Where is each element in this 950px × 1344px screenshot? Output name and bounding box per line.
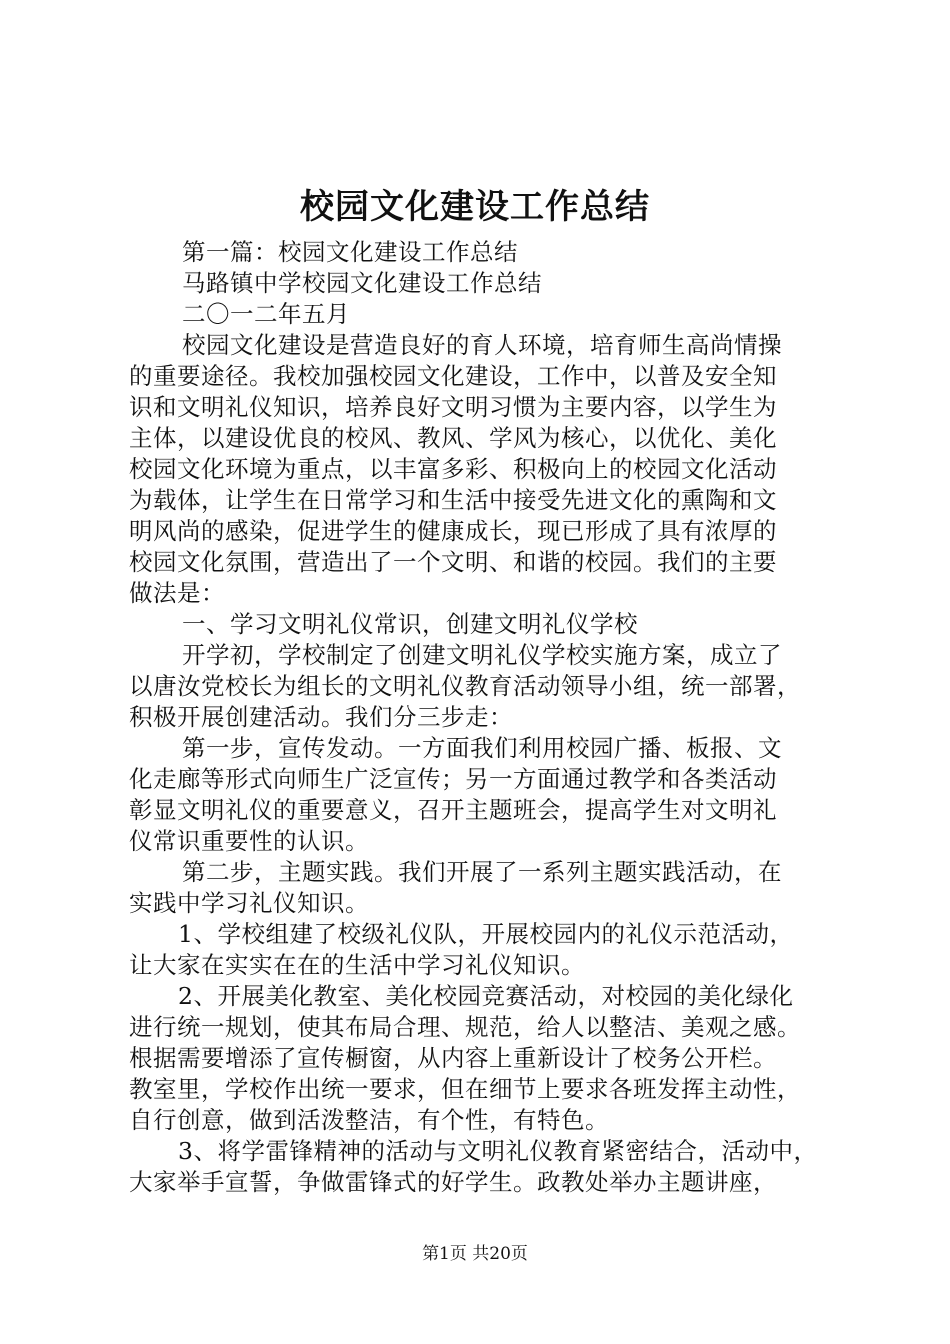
text-line: 彰显文明礼仪的重要意义，召开主题班会，提高学生对文明礼	[129, 796, 777, 824]
text-line: 做法是：	[129, 579, 225, 607]
text-line: 仪常识重要性的认识。	[129, 827, 369, 855]
text-line: 实践中学习礼仪知识。	[129, 889, 369, 917]
text-line: 马路镇中学校园文化建设工作总结	[182, 269, 542, 297]
text-line: 化走廊等形式向师生广泛宣传；另一方面通过教学和各类活动	[129, 765, 777, 793]
text-line: 自行创意，做到活泼整洁，有个性，有特色。	[129, 1106, 609, 1134]
text-line: 第二步，主题实践。我们开展了一系列主题实践活动，在	[182, 858, 782, 886]
text-line: 积极开展创建活动。我们分三步走：	[129, 703, 513, 731]
text-line: 大家举手宣誓，争做雷锋式的好学生。政教处举办主题讲座，	[129, 1168, 777, 1196]
text-line: 第一篇：校园文化建设工作总结	[182, 238, 518, 266]
list-item: 3、将学雷锋精神的活动与文明礼仪教育紧密结合，活动中，	[178, 1137, 818, 1165]
list-item: 1、学校组建了校级礼仪队，开展校园内的礼仪示范活动，	[178, 920, 794, 948]
text-line: 进行统一规划，使其布局合理、规范，给人以整洁、美观之感。	[129, 1013, 801, 1041]
text-line: 主体，以建设优良的校风、教风、学风为核心，以优化、美化	[129, 424, 777, 452]
text-line: 校园文化建设是营造良好的育人环境，培育师生高尚情操	[182, 331, 782, 359]
page-footer: 第1页 共20页	[422, 1244, 528, 1264]
document-title: 校园文化建设工作总结	[300, 187, 650, 227]
text-line: 二〇一二年五月	[182, 300, 350, 328]
text-line: 教室里，学校作出统一要求，但在细节上要求各班发挥主动性，	[129, 1075, 801, 1103]
text-line: 开学初，学校制定了创建文明礼仪学校实施方案，成立了	[182, 641, 782, 669]
list-item: 2、开展美化教室、美化校园竞赛活动，对校园的美化绿化	[178, 982, 794, 1010]
text-line: 根据需要增添了宣传橱窗，从内容上重新设计了校务公开栏。	[129, 1044, 777, 1072]
text-line: 为载体，让学生在日常学习和生活中接受先进文化的熏陶和文	[129, 486, 777, 514]
text-line: 第一步，宣传发动。一方面我们利用校园广播、板报、文	[182, 734, 782, 762]
text-line: 的重要途径。我校加强校园文化建设，工作中，以普及安全知	[129, 362, 777, 390]
text-line: 识和文明礼仪知识，培养良好文明习惯为主要内容，以学生为	[129, 393, 777, 421]
text-line: 以唐汝党校长为组长的文明礼仪教育活动领导小组，统一部署，	[129, 672, 801, 700]
text-line: 明风尚的感染，促进学生的健康成长，现已形成了具有浓厚的	[129, 517, 777, 545]
text-line: 让大家在实实在在的生活中学习礼仪知识。	[129, 951, 585, 979]
document-body	[129, 237, 834, 1198]
text-line: 校园文化氛围，营造出了一个文明、和谐的校园。我们的主要	[129, 548, 777, 576]
section-heading: 一、学习文明礼仪常识，创建文明礼仪学校	[182, 610, 638, 638]
text-line: 校园文化环境为重点，以丰富多彩、积极向上的校园文化活动	[129, 455, 777, 483]
